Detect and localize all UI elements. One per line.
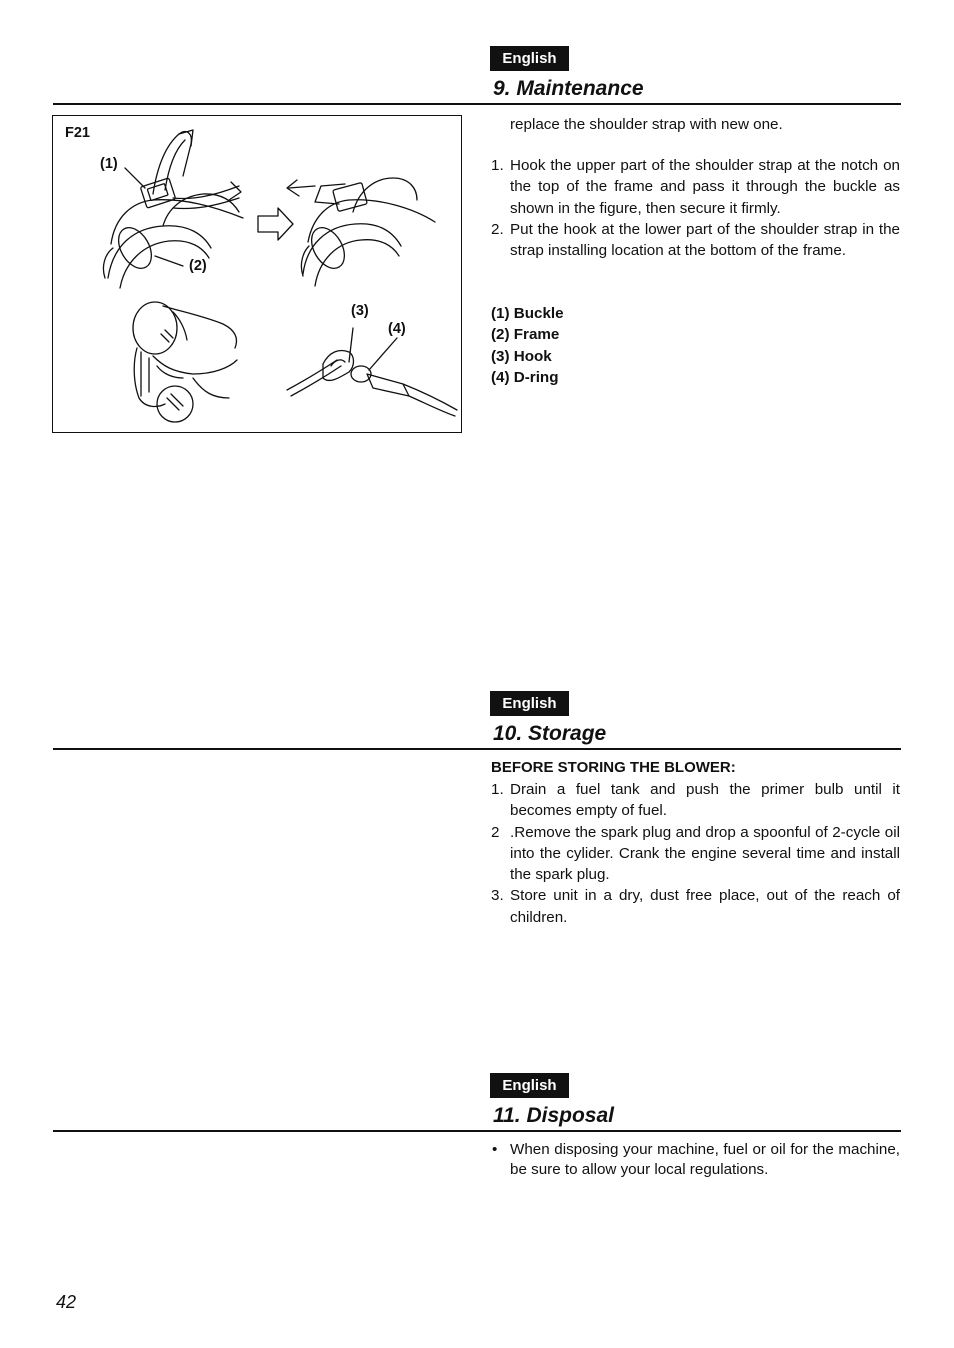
section-title-maintenance: 9. Maintenance	[493, 77, 644, 100]
callout-2: (2)	[189, 258, 207, 274]
section-divider	[53, 103, 901, 105]
language-tag: English	[490, 691, 569, 716]
section-divider	[53, 748, 901, 750]
list-item: 1. Hook the upper part of the shoulder strap at the notch on the top of the frame and pass it through the buckle as shown in the figure, then secure it firmly.	[491, 157, 900, 217]
list-item: 2 .Remove the spark plug and drop a spoonful of 2-cycle oil into the cylider. Crank the engine several time and install the spark plug.	[491, 823, 900, 884]
figure-id-label: F21	[65, 125, 90, 141]
list-item: 3. Store unit in a dry, dust free place, out of the reach of children.	[491, 887, 900, 926]
figure-f21	[52, 115, 462, 433]
page-number: 42	[56, 1292, 77, 1312]
maintenance-steps	[491, 155, 900, 261]
parts-legend	[491, 303, 564, 389]
list-item: • When disposing your machine, fuel or oil for the machine, be sure to allow your local regulations.	[492, 1141, 900, 1178]
storage-steps	[491, 779, 900, 928]
callout-3: (3)	[351, 303, 369, 319]
legend-item: (3) Hook	[491, 347, 552, 365]
list-item: 1. Drain a fuel tank and push the primer bulb until it becomes empty of fuel.	[491, 781, 900, 820]
callout-4: (4)	[388, 321, 406, 337]
legend-item: (2) Frame	[491, 326, 560, 344]
section-divider	[53, 1130, 901, 1132]
legend-item: (1) Buckle	[491, 305, 564, 322]
list-item: 2. Put the hook at the lower part of the shoulder strap in the strap installing location at the bottom of the frame.	[491, 220, 900, 260]
storage-subheading: BEFORE STORING THE BLOWER:	[491, 759, 736, 776]
callout-1: (1)	[100, 156, 118, 172]
language-tag: English	[490, 46, 569, 71]
disposal-bullets	[491, 1140, 900, 1179]
maintenance-intro: replace the shoulder strap with new one.	[510, 116, 783, 133]
section-title-disposal: 11. Disposal	[493, 1104, 614, 1127]
legend-item: (4) D-ring	[491, 369, 559, 387]
language-tag: English	[490, 1073, 569, 1098]
section-title-storage: 10. Storage	[493, 722, 607, 745]
